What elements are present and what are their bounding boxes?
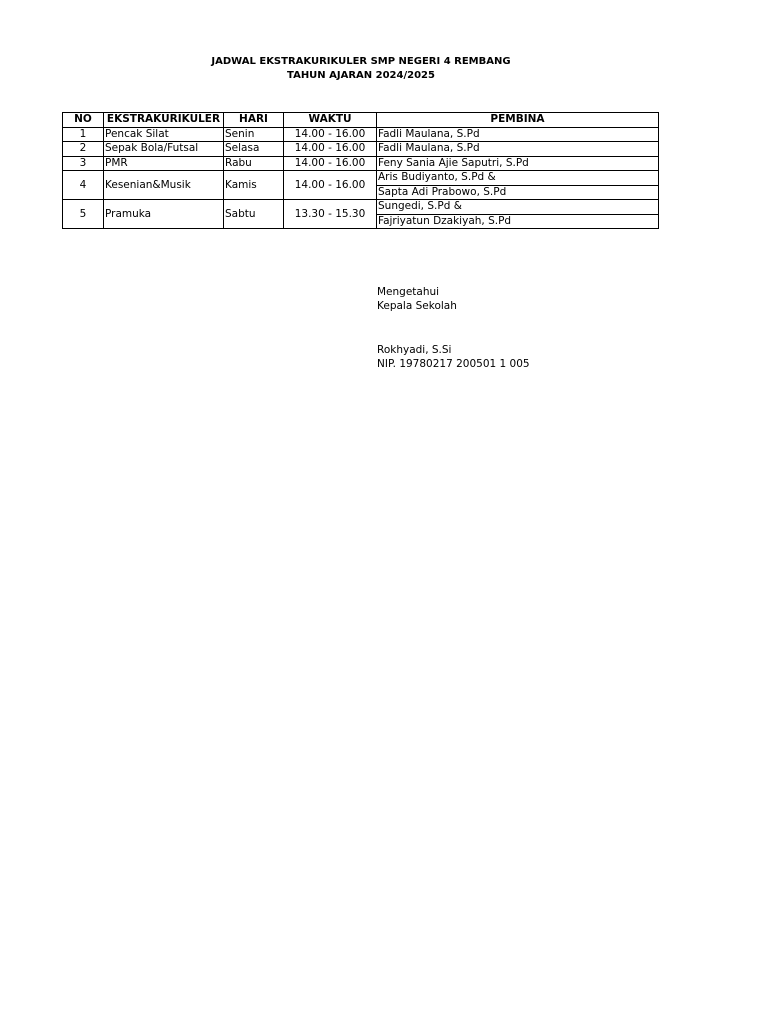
header-ekstrakurikuler: EKSTRAKURIKULER	[104, 113, 224, 128]
table-row	[63, 200, 659, 215]
row-pembina: Fajriyatun Dzakiyah, S.Pd	[377, 214, 659, 229]
row-no: 4	[63, 171, 104, 200]
row-hari: Sabtu	[224, 200, 284, 229]
signature-name: Rokhyadi, S.Si	[377, 344, 452, 356]
document-subtitle: TAHUN AJARAN 2024/2025	[287, 70, 435, 81]
row-no: 1	[63, 127, 104, 142]
row-waktu: 14.00 - 16.00	[284, 156, 377, 171]
row-ekstrakurikuler: Pencak Silat	[104, 127, 224, 142]
row-ekstrakurikuler: Pramuka	[104, 200, 224, 229]
row-hari: Kamis	[224, 171, 284, 200]
row-pembina: Fadli Maulana, S.Pd	[377, 127, 659, 142]
signature-role: Kepala Sekolah	[377, 300, 457, 312]
row-pembina: Sapta Adi Prabowo, S.Pd	[377, 185, 659, 200]
header-pembina: PEMBINA	[377, 113, 659, 128]
table-row	[63, 171, 659, 186]
row-pembina: Feny Sania Ajie Saputri, S.Pd	[377, 156, 659, 171]
signature-acknowledgement: Mengetahui	[377, 286, 440, 298]
table-row	[63, 156, 659, 171]
row-waktu: 14.00 - 16.00	[284, 142, 377, 157]
row-pembina: Sungedi, S.Pd &	[377, 200, 659, 215]
row-hari: Senin	[224, 127, 284, 142]
schedule-table	[62, 112, 659, 229]
table-row	[63, 142, 659, 157]
signature-nip: NIP. 19780217 200501 1 005	[377, 358, 530, 370]
row-no: 5	[63, 200, 104, 229]
row-ekstrakurikuler: Sepak Bola/Futsal	[104, 142, 224, 157]
row-ekstrakurikuler: Kesenian&Musik	[104, 171, 224, 200]
document-title: JADWAL EKSTRAKURIKULER SMP NEGERI 4 REMBANG	[211, 56, 511, 67]
row-ekstrakurikuler: PMR	[104, 156, 224, 171]
row-no: 2	[63, 142, 104, 157]
row-pembina: Aris Budiyanto, S.Pd &	[377, 171, 659, 186]
row-hari: Rabu	[224, 156, 284, 171]
table-header-row	[63, 113, 659, 128]
row-waktu: 14.00 - 16.00	[284, 171, 377, 200]
header-hari: HARI	[224, 113, 284, 128]
row-waktu: 14.00 - 16.00	[284, 127, 377, 142]
row-pembina: Fadli Maulana, S.Pd	[377, 142, 659, 157]
row-no: 3	[63, 156, 104, 171]
table-row	[63, 127, 659, 142]
row-waktu: 13.30 - 15.30	[284, 200, 377, 229]
header-waktu: WAKTU	[284, 113, 377, 128]
row-hari: Selasa	[224, 142, 284, 157]
header-no: NO	[63, 113, 104, 128]
